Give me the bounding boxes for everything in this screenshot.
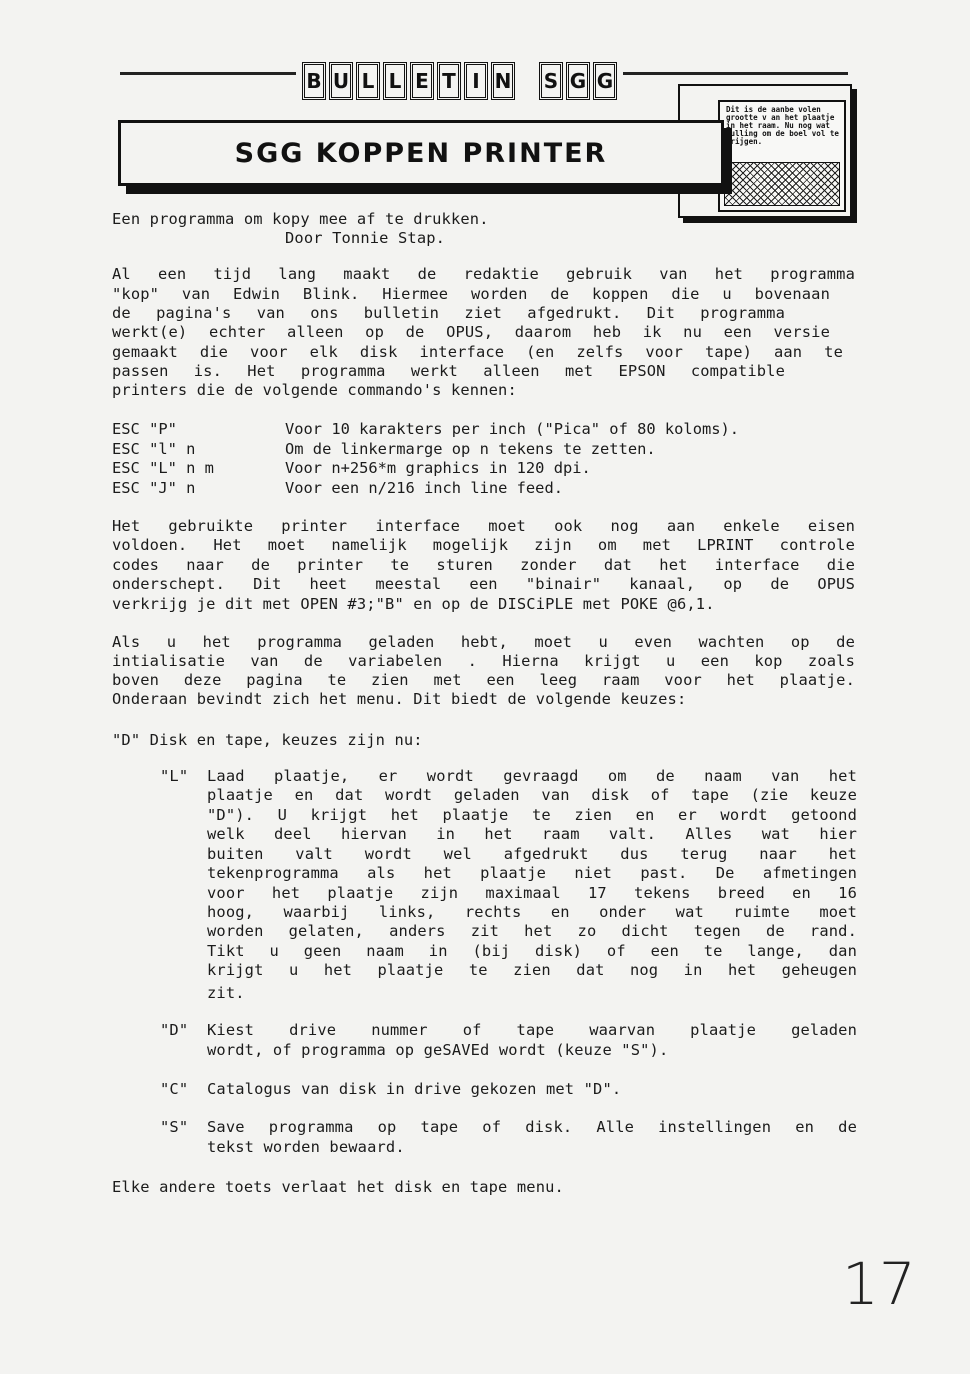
esc-desc: Om de linkermarge op n tekens te zetten. [285,440,656,458]
L-line: krijgt u het plaatje te zien dat nog in het geheugen [207,961,857,979]
p1-line: werkt(e) echter alleen op de OPUS, daarom heb ik nu een versie [112,323,830,341]
L-line: "D"). U krijgt het plaatje te zien en er wordt getoond [207,806,857,824]
S-line: Save programma op tape of disk. Alle instellingen en de [207,1118,857,1136]
menu-key-C: "C" [160,1080,189,1098]
esc-desc: Voor een n/216 inch line feed. [285,479,563,497]
p1-line: de pagina's van ons bulletin ziet afgedrukt. Dit programma [112,304,785,322]
author-line: Door Tonnie Stap. [285,229,446,247]
hatch-pattern [724,162,840,206]
L-line: welk deel hiervan in het raam valt. Alles wat hier [207,825,857,843]
L-line: hoog, waarbij links, rechts en onder wat ruimte moet [207,903,857,921]
banner-letter: G [566,62,590,100]
p1-line: passen is. Het programma werkt alleen met EPSON compatible [112,362,785,380]
esc-desc: Voor 10 karakters per inch ("Pica" of 80 koloms). [285,420,740,438]
picture-window [718,100,846,212]
L-line: plaatje en dat wordt geladen van disk of tape (zie keuze [207,786,857,804]
banner-letter: E [410,62,434,100]
p1-line: "kop" van Edwin Blink. Hiermee worden de koppen die u bovenaan [112,285,830,303]
menu-key-D: "D" [160,1021,189,1039]
page-number: 17 [842,1250,916,1318]
p3-line: boven deze pagina te zien met een leeg raam voor het plaatje. [112,671,855,689]
L-line: worden gelaten, anders zit het zo dicht tegen de rand. [207,922,857,940]
picture-note: Dit is de aanbe volen grootte v an het plaatje in het raam. Nu nog wat vulling om de boel vol te krijgen. [726,105,839,146]
banner-letter: G [593,62,617,100]
banner-letter: B [302,62,326,100]
esc-code: ESC "l" n [112,440,196,458]
L-line: Laad plaatje, er wordt gevraagd om de naam van het [207,767,857,785]
closing-line: Elke andere toets verlaat het disk en tape menu. [112,1178,564,1196]
L-line: zit. [207,984,245,1002]
esc-code: ESC "L" n m [112,459,214,477]
menu-key-L: "L" [160,767,189,785]
p1-line: gemaakt die voor elk disk interface (en zelfs voor tape) aan te [112,343,843,361]
p2-line: voldoen. Het moet namelijk mogelijk zijn om met LPRINT controle [112,536,855,554]
intro-line: Een programma om kopy mee af te drukken. [112,210,489,228]
banner-letter: T [437,62,461,100]
L-line: Tikt u geen naam in (bij disk) of een te lange, dan [207,942,857,960]
C-line: Catalogus van disk in drive gekozen met "D". [207,1080,622,1098]
esc-desc: Voor n+256*m graphics in 120 dpi. [285,459,591,477]
article-title: SGG KOPPEN PRINTER [234,137,608,169]
L-line: voor het plaatje zijn maximaal 17 tekens breed en 16 [207,884,857,902]
p2-line: verkrijg je dit met OPEN #3;"B" en op de DISCiPLE met POKE @6,1. [112,595,715,613]
esc-code: ESC "P" [112,420,177,438]
banner-letter: S [539,62,563,100]
banner-letter: N [491,62,515,100]
menu-key-S: "S" [160,1118,189,1136]
p2-line: Het gebruikte printer interface moet ook nog aan enkele eisen [112,517,855,535]
S-line: tekst worden bewaard. [207,1138,405,1156]
menu-heading: "D" Disk en tape, keuzes zijn nu: [112,731,423,749]
article-title-box [118,120,724,186]
D-line: Kiest drive nummer of tape waarvan plaatje geladen [207,1021,857,1039]
p2-line: onderschept. Dit heet meestal een "binair" kanaal, op de OPUS [112,575,855,593]
L-line: buiten valt wordt wel afgedrukt dus terug naar het [207,845,857,863]
banner-letter: L [383,62,407,100]
esc-code: ESC "J" n [112,479,196,497]
p3-line: intialisatie van de variabelen . Hierna krijgt u een kop zoals [112,652,855,670]
p1-line: Al een tijd lang maakt de redaktie gebruik van het programma [112,265,855,283]
p3-line: Onderaan bevindt zich het menu. Dit biedt de volgende keuzes: [112,690,687,708]
D-line: wordt, of programma op geSAVEd wordt (keuze "S"). [207,1041,669,1059]
p2-line: codes naar de printer te sturen zonder dat het interface die [112,556,855,574]
p3-line: Als u het programma geladen hebt, moet u even wachten op de [112,633,855,651]
banner-letter: L [356,62,380,100]
banner-letter: U [329,62,353,100]
bulletin-banner [296,58,623,104]
banner-letter: I [464,62,488,100]
p1-line: printers die de volgende commando's kennen: [112,381,517,399]
L-line: tekenprogramma als het plaatje niet past. De afmetingen [207,864,857,882]
